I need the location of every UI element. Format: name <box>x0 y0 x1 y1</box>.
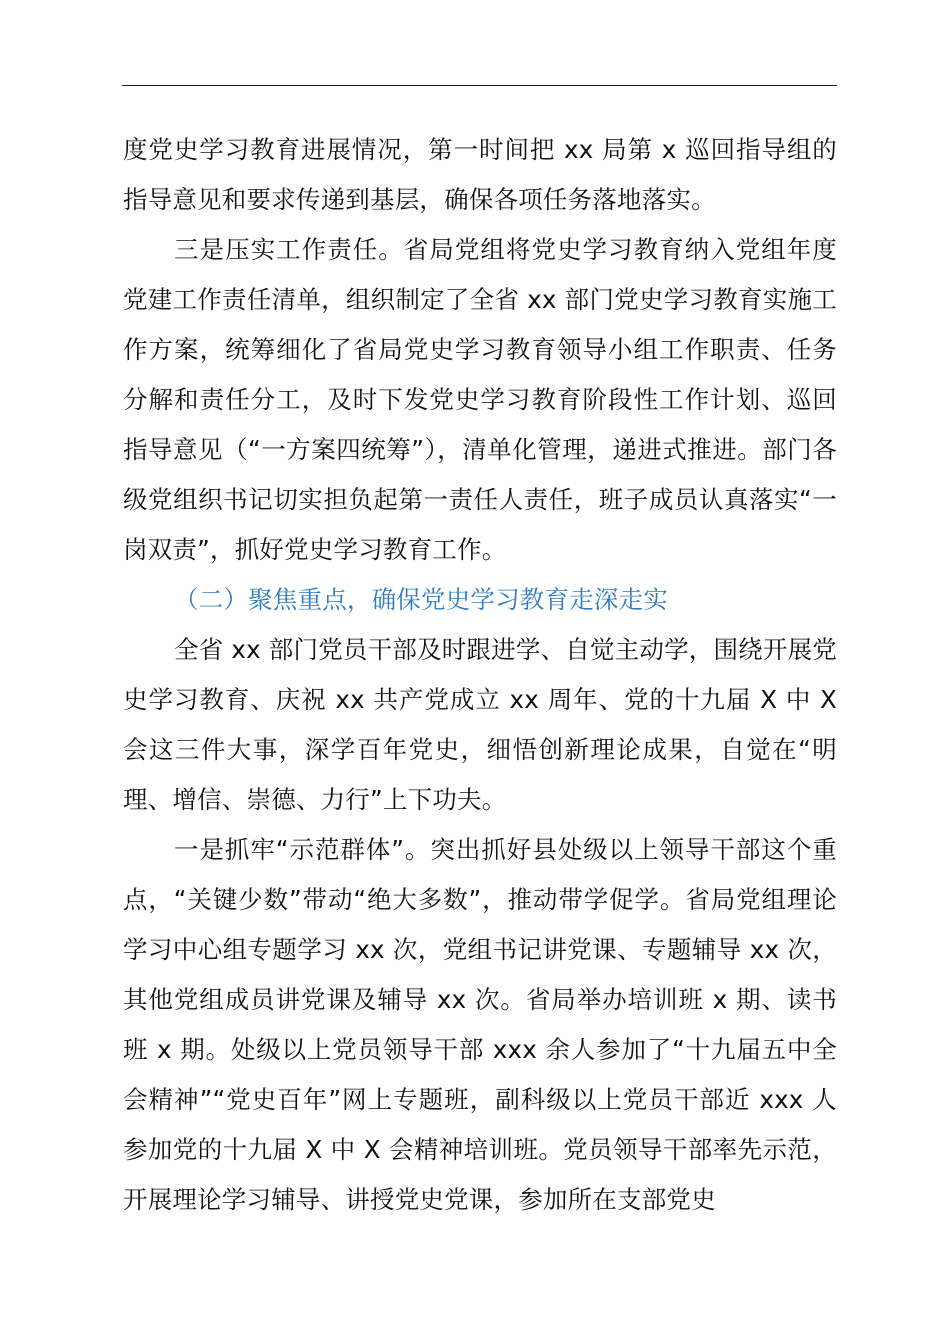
paragraph-continued: 度党史学习教育进展情况，第一时间把 xx 局第 x 巡回指导组的指导意见和要求传递到基层，确保各项任务落地落实。 <box>123 135 837 214</box>
header-rule <box>122 85 837 86</box>
paragraph-responsibility: 三是压实工作责任。省局党组将党史学习教育纳入党组年度党建工作责任清单，组织制定了全省 xx 部门党史学习教育实施工作方案，统筹细化了省局党史学习教育领导小组工作职责、任务分解和责任分工，及时下发党史学习教育阶段性工作计划、巡回指导意见（“一方案四统筹”），清单化管理，递进式推进。部门各级党组织书记切实担负起第一责任人责任，班子成员认真落实“一岗双责”，抓好党史学习教育工作。 <box>123 235 837 564</box>
paragraph-demonstration-group: 一是抓牢“示范群体”。突出抓好县处级以上领导干部这个重点，“关键少数”带动“绝大多数”，推动带学促学。省局党组理论学习中心组专题学习 xx 次，党组书记讲党课、专题辅导 xx 次，其他党组成员讲党课及辅导 xx 次。省局举办培训班 x 期、读书班 x 期。处级以上党员领导干部 xxx 余人参加了“十九届五中全会精神”“党史百年”网上专题班，副科级以上党员干部近 xxx 人参加党的十九届 X 中 X 会精神培训班。党员领导干部率先示范，开展理论学习辅导、讲授党史党课，参加所在支部党史 <box>123 835 837 1214</box>
document-body <box>123 125 837 1225</box>
section-heading: （二）聚焦重点，确保党史学习教育走深走实 <box>174 585 668 614</box>
paragraph-overview: 全省 xx 部门党员干部及时跟进学、自觉主动学，围绕开展党史学习教育、庆祝 xx 共产党成立 xx 周年、党的十九届 X 中 X 会这三件大事，深学百年党史，细悟创新理论成果，自觉在“明理、增信、崇德、力行”上下功夫。 <box>123 635 837 814</box>
